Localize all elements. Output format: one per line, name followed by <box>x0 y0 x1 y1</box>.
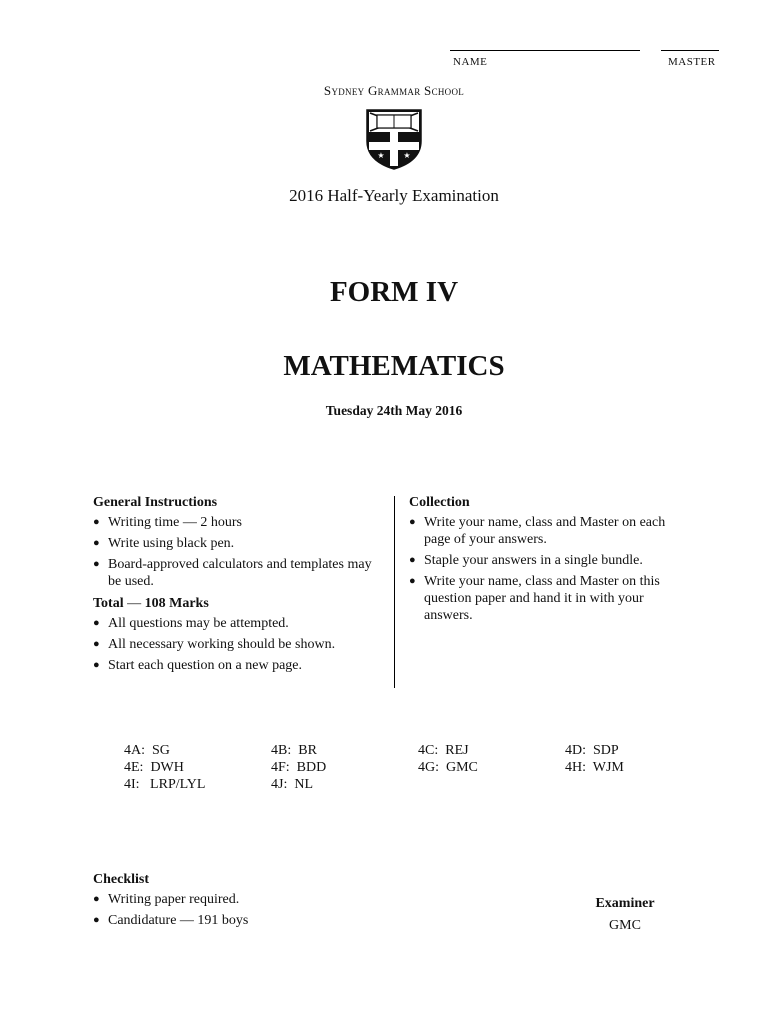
examiner-block <box>580 893 670 937</box>
class-master-cell: 4I: LRP/LYL <box>124 777 206 792</box>
examiner-initials: GMC <box>609 918 641 933</box>
checklist-heading: Checklist <box>93 872 149 887</box>
list-item: ● Start each question on a new page. <box>93 658 302 673</box>
bullet-icon: ● <box>409 516 416 528</box>
column-divider <box>394 496 395 688</box>
master-write-line <box>661 50 719 51</box>
bullet-icon: ● <box>93 659 100 671</box>
bullet-icon: ● <box>93 558 100 570</box>
list-item: ● All questions may be attempted. <box>93 616 289 631</box>
form-title: FORM IV <box>329 276 459 308</box>
class-master-cell: 4F: BDD <box>271 760 327 775</box>
list-item: ● Writing time — 2 hours <box>93 515 242 530</box>
school-crest-logo <box>364 107 424 171</box>
collection-heading: Collection <box>409 495 470 510</box>
total-marks-heading: Total — 108 Marks <box>93 596 209 611</box>
class-master-cell: 4A: SG <box>124 743 170 758</box>
bullet-icon: ● <box>93 617 100 629</box>
exam-title: 2016 Half-Yearly Examination <box>289 186 499 205</box>
bullet-icon: ● <box>93 893 100 905</box>
list-item: ● Staple your answers in a single bundle. <box>409 553 643 568</box>
list-item: ● Write using black pen. <box>93 536 235 551</box>
class-master-cell: 4G: GMC <box>418 760 478 775</box>
exam-date: Tuesday 24th May 2016 <box>325 403 463 418</box>
bullet-icon: ● <box>409 554 416 566</box>
list-item: ● Write your name, class and Master on each page of your answers. <box>409 515 666 547</box>
list-item: ● All necessary working should be shown. <box>93 637 336 652</box>
class-master-cell <box>418 776 565 793</box>
checklist <box>93 871 393 933</box>
subject-title: MATHEMATICS <box>283 350 505 382</box>
svg-text:★: ★ <box>390 134 398 143</box>
bullet-icon: ● <box>93 537 100 549</box>
table-row <box>124 759 714 776</box>
list-item: ● Candidature — 191 boys <box>93 913 249 928</box>
name-write-line <box>450 50 640 51</box>
table-row <box>124 776 714 793</box>
examiner-heading: Examiner <box>595 896 655 911</box>
class-master-cell: 4D: SDP <box>565 743 619 758</box>
svg-text:★: ★ <box>403 151 411 160</box>
class-master-table <box>124 742 714 793</box>
class-master-cell: 4E: DWH <box>124 760 184 775</box>
list-item: ● Writing paper required. <box>93 892 240 907</box>
bullet-icon: ● <box>93 638 100 650</box>
collection-instructions <box>409 494 689 628</box>
school-name: Sydney Grammar School <box>323 83 465 98</box>
class-master-cell <box>565 776 712 793</box>
bullet-icon: ● <box>93 516 100 528</box>
class-master-cell: 4C: REJ <box>418 743 469 758</box>
bullet-icon: ● <box>93 914 100 926</box>
general-instructions <box>93 494 383 678</box>
table-row <box>124 742 714 759</box>
class-master-cell: 4H: WJM <box>565 760 624 775</box>
list-item: ● Write your name, class and Master on this question paper and hand it in with your answers. <box>409 574 660 623</box>
svg-text:★: ★ <box>390 158 398 166</box>
name-label: NAME <box>453 56 488 68</box>
master-label: MASTER <box>668 56 716 68</box>
class-master-cell: 4J: NL <box>271 777 313 792</box>
svg-text:★: ★ <box>377 151 385 160</box>
bullet-icon: ● <box>409 575 416 587</box>
general-instructions-heading: General Instructions <box>93 495 218 510</box>
list-item: ● Board-approved calculators and templates may be used. <box>93 557 372 589</box>
class-master-cell: 4B: BR <box>271 743 317 758</box>
